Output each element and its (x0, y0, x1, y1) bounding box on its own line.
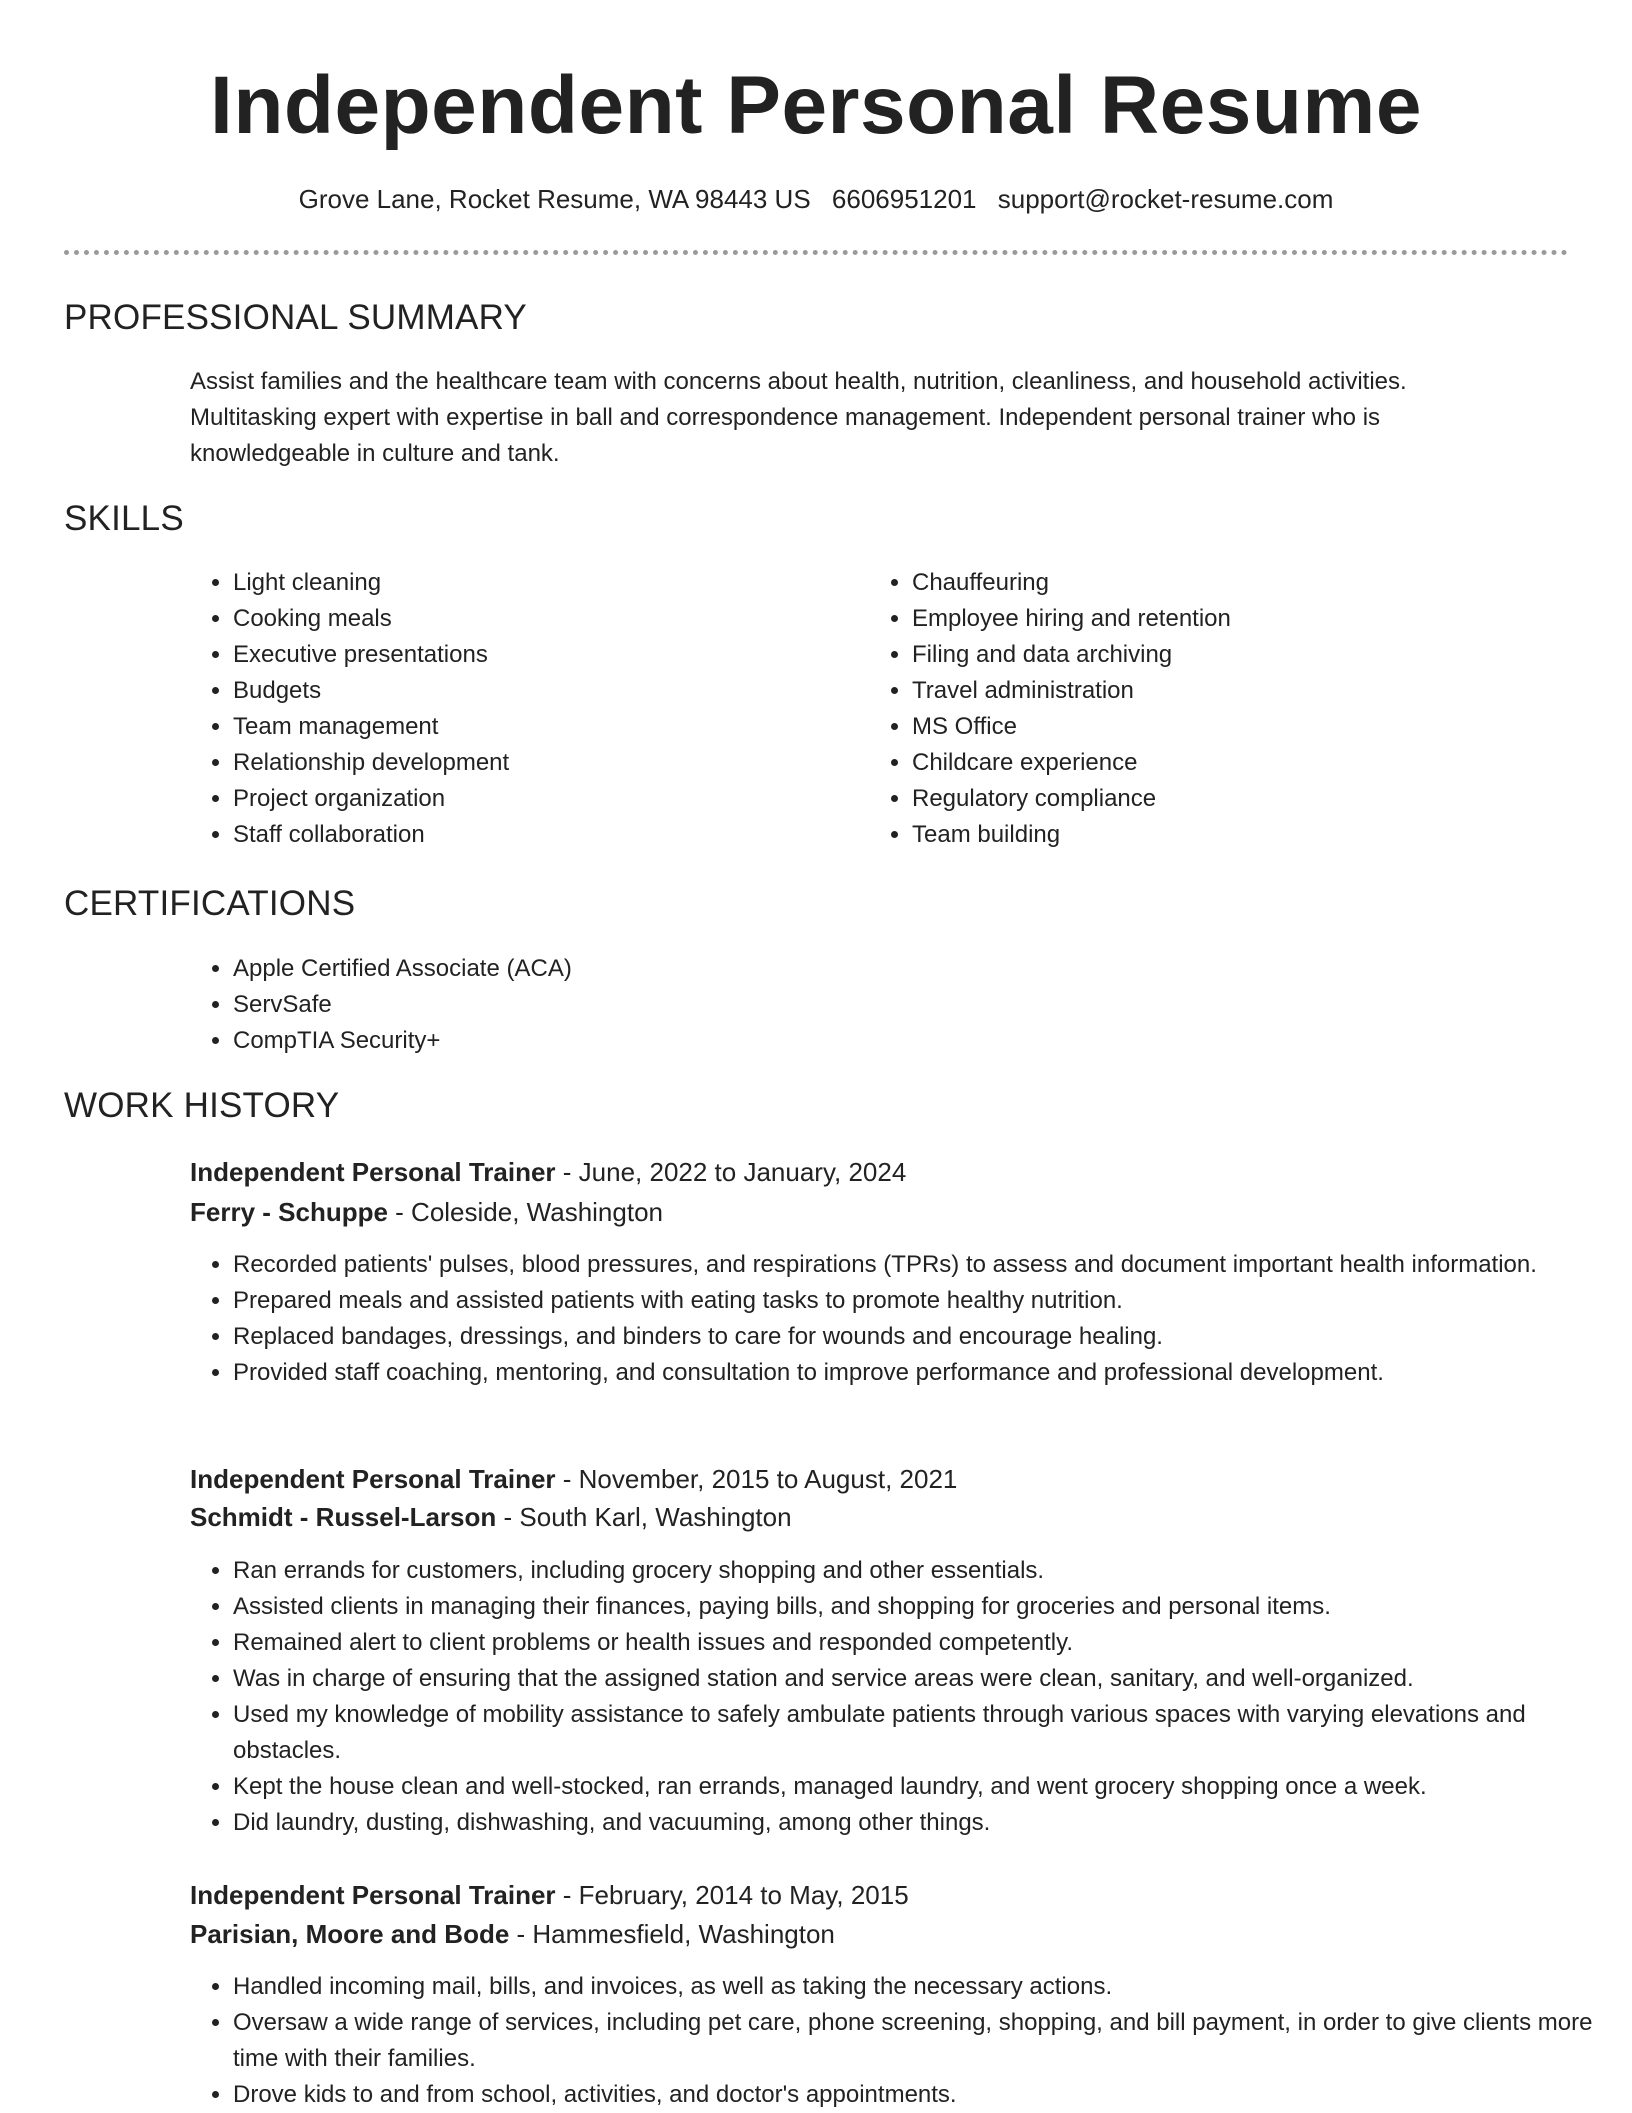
skills-list-right (869, 565, 1552, 853)
job-role: Independent Personal Trainer (190, 1880, 556, 1910)
job-dates: - February, 2014 to May, 2015 (555, 1880, 909, 1910)
resume-name: Independent Personal Resume (210, 60, 1422, 151)
contact-address: Grove Lane, Rocket Resume, WA 98443 US (298, 184, 811, 214)
job-location: - Hammesfield, Washington (509, 1919, 835, 1949)
job-company-line (190, 1192, 663, 1232)
job-bullet: • Prepared meals and assisted patients with eating tasks to promote healthy nutrition. (233, 1283, 1613, 1319)
skill-item: • Executive presentations (233, 637, 833, 673)
contact-line (0, 182, 1632, 216)
skill-item: • Regulatory compliance (912, 781, 1552, 817)
header-divider (64, 250, 1568, 255)
job-company-line (190, 1914, 835, 1954)
job-company: Ferry - Schuppe (190, 1197, 388, 1227)
job-bullet: • Oversaw a wide range of services, including pet care, phone screening, shopping, and bill payment, in order to give clients more time with their families. (233, 2005, 1613, 2077)
job-bullet: • Remained alert to client problems or health issues and responded competently. (233, 1625, 1593, 1661)
job-bullet: • Assisted clients in managing their finances, paying bills, and shopping for groceries and personal items. (233, 1589, 1593, 1625)
job-company-line (190, 1497, 792, 1537)
contact-phone: 6606951201 (831, 184, 977, 214)
skill-item: • Light cleaning (233, 565, 833, 601)
skill-item: • Filing and data archiving (912, 637, 1552, 673)
job-role: Independent Personal Trainer (190, 1157, 556, 1187)
skill-item: • Chauffeuring (912, 565, 1552, 601)
job-bullet: • Handled incoming mail, bills, and invoices, as well as taking the necessary actions. (233, 1969, 1613, 2005)
skill-item: • Project organization (233, 781, 833, 817)
job-bullet: • Was in charge of ensuring that the assigned station and service areas were clean, sanitary, and well-organized. (233, 1661, 1593, 1697)
job-dates: - June, 2022 to January, 2024 (555, 1157, 907, 1187)
job-location: - South Karl, Washington (496, 1502, 792, 1532)
certification-item: • ServSafe (233, 987, 1233, 1023)
skill-item: • Budgets (233, 673, 833, 709)
job-bullet: • Ran errands for customers, including grocery shopping and other essentials. (233, 1553, 1593, 1589)
job-bullet: • Did laundry, dusting, dishwashing, and vacuuming, among other things. (233, 1805, 1593, 1841)
skill-item: • Staff collaboration (233, 817, 833, 853)
job-dates: - November, 2015 to August, 2021 (555, 1464, 958, 1494)
job-company: Parisian, Moore and Bode (190, 1919, 510, 1949)
certification-item: • CompTIA Security+ (233, 1023, 1233, 1059)
skills-list-left (190, 565, 833, 853)
certifications-list (190, 951, 1233, 1059)
job-bullet: • Recorded patients' pulses, blood pressures, and respirations (TPRs) to assess and document important health information. (233, 1247, 1613, 1283)
job-bullets (190, 1247, 1613, 1391)
skill-item: • Cooking meals (233, 601, 833, 637)
skill-item: • Travel administration (912, 673, 1552, 709)
job-bullets (190, 1969, 1613, 2113)
skill-item: • Employee hiring and retention (912, 601, 1552, 637)
job-bullet: • Drove kids to and from school, activities, and doctor's appointments. (233, 2077, 1613, 2113)
skill-item: • MS Office (912, 709, 1552, 745)
job-title-line (190, 1459, 957, 1499)
job-title-line (190, 1152, 906, 1192)
job-bullet: • Replaced bandages, dressings, and binders to care for wounds and encourage healing. (233, 1319, 1613, 1355)
job-bullets (190, 1553, 1593, 1841)
job-title-line (190, 1875, 909, 1915)
work-history-heading: WORK HISTORY (64, 1086, 340, 1125)
skill-item: • Team management (233, 709, 833, 745)
job-company: Schmidt - Russel-Larson (190, 1502, 497, 1532)
skill-item: • Team building (912, 817, 1552, 853)
certification-item: • Apple Certified Associate (ACA) (233, 951, 1233, 987)
skills-heading: SKILLS (64, 499, 184, 538)
job-role: Independent Personal Trainer (190, 1464, 556, 1494)
contact-email: support@rocket-resume.com (997, 184, 1334, 214)
summary-text: Assist families and the healthcare team with concerns about health, nutrition, cleanliness, and household activities. Multitasking expert with expertise in ball and correspondence management. Independent personal trainer who is knowledgeable in culture and tank. (190, 368, 1407, 467)
job-bullet: • Kept the house clean and well-stocked, ran errands, managed laundry, and went grocery shopping once a week. (233, 1769, 1593, 1805)
job-bullet: • Provided staff coaching, mentoring, and consultation to improve performance and professional development. (233, 1355, 1613, 1391)
job-bullet: • Used my knowledge of mobility assistance to safely ambulate patients through various spaces with varying elevations and obstacles. (233, 1697, 1593, 1769)
job-location: - Coleside, Washington (387, 1197, 663, 1227)
skill-item: • Childcare experience (912, 745, 1552, 781)
skill-item: • Relationship development (233, 745, 833, 781)
certifications-heading: CERTIFICATIONS (64, 884, 356, 923)
summary-heading: PROFESSIONAL SUMMARY (64, 298, 527, 337)
